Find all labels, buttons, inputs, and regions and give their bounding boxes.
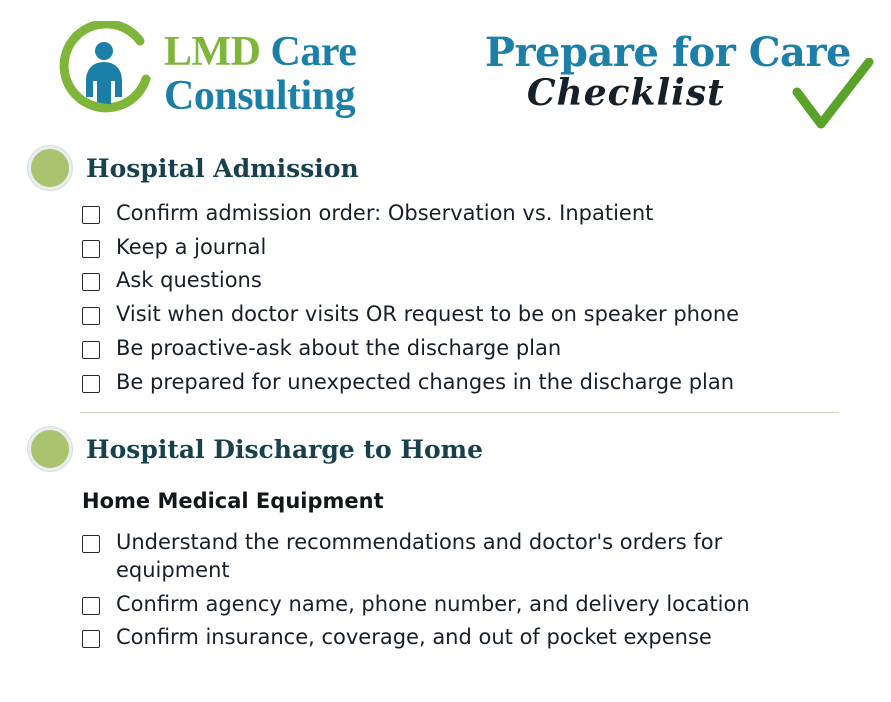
checkbox-icon[interactable] <box>82 273 100 291</box>
checkbox-icon[interactable] <box>82 535 100 553</box>
list-item[interactable] <box>82 267 865 295</box>
brand-logo-block <box>52 21 356 125</box>
list-item[interactable] <box>82 624 865 652</box>
section-title: Hospital Admission <box>86 153 359 183</box>
section-bullet-icon <box>28 146 72 190</box>
list-item[interactable] <box>82 335 865 363</box>
subsection-title: Home Medical Equipment <box>82 489 384 514</box>
checkbox-icon[interactable] <box>82 206 100 224</box>
green-checkmark-icon <box>791 58 875 134</box>
list-item-label: Visit when doctor visits OR request to be on speaker phone <box>116 302 740 327</box>
list-item[interactable] <box>82 529 865 584</box>
list-item[interactable] <box>82 301 865 329</box>
list-item[interactable] <box>82 234 865 262</box>
checkbox-icon[interactable] <box>82 597 100 615</box>
list-item-label: Confirm admission order: Observation vs. Inpatient <box>116 201 654 225</box>
section-title: Hospital Discharge to Home <box>86 434 483 464</box>
checkbox-icon[interactable] <box>82 240 100 258</box>
document-header <box>0 0 891 146</box>
brand-lmd-text: LMD <box>164 29 261 75</box>
checkbox-icon[interactable] <box>82 341 100 359</box>
section-bullet-icon <box>28 427 72 471</box>
checkbox-icon[interactable] <box>82 307 100 325</box>
list-item-label: Confirm insurance, coverage, and out of pocket expense <box>116 625 712 650</box>
page-subtitle: Checklist <box>526 72 725 114</box>
section-hospital-admission <box>24 146 865 396</box>
list-item-label: Confirm agency name, phone number, and delivery location <box>116 591 750 616</box>
list-item-label: Be proactive-ask about the discharge plan <box>116 335 562 360</box>
checklist-items <box>24 529 865 652</box>
brand-wordmark <box>164 29 356 117</box>
section-header <box>24 427 865 471</box>
list-item-label: Be prepared for unexpected changes in the discharge plan <box>116 369 735 394</box>
list-item-label: Ask questions <box>116 268 262 293</box>
brand-care-text: Care <box>270 29 357 75</box>
section-divider <box>80 412 839 413</box>
list-item-label: Keep a journal <box>116 234 267 259</box>
checkbox-icon[interactable] <box>82 375 100 393</box>
section-hospital-discharge-to-home <box>24 427 865 652</box>
list-item[interactable] <box>82 369 865 397</box>
list-item[interactable] <box>82 200 865 228</box>
section-header <box>24 146 865 190</box>
checkbox-icon[interactable] <box>82 630 100 648</box>
brand-consulting-text: Consulting <box>164 73 356 119</box>
document-title-block <box>484 29 869 114</box>
checklist-content <box>0 146 891 652</box>
checklist-items <box>24 200 865 396</box>
list-item-label: Understand the recommendations and doctor's orders for equipment <box>116 530 723 583</box>
page-title: Prepare for Care <box>484 29 851 76</box>
list-item[interactable] <box>82 591 865 619</box>
lmd-care-consulting-logo-icon <box>52 21 156 125</box>
